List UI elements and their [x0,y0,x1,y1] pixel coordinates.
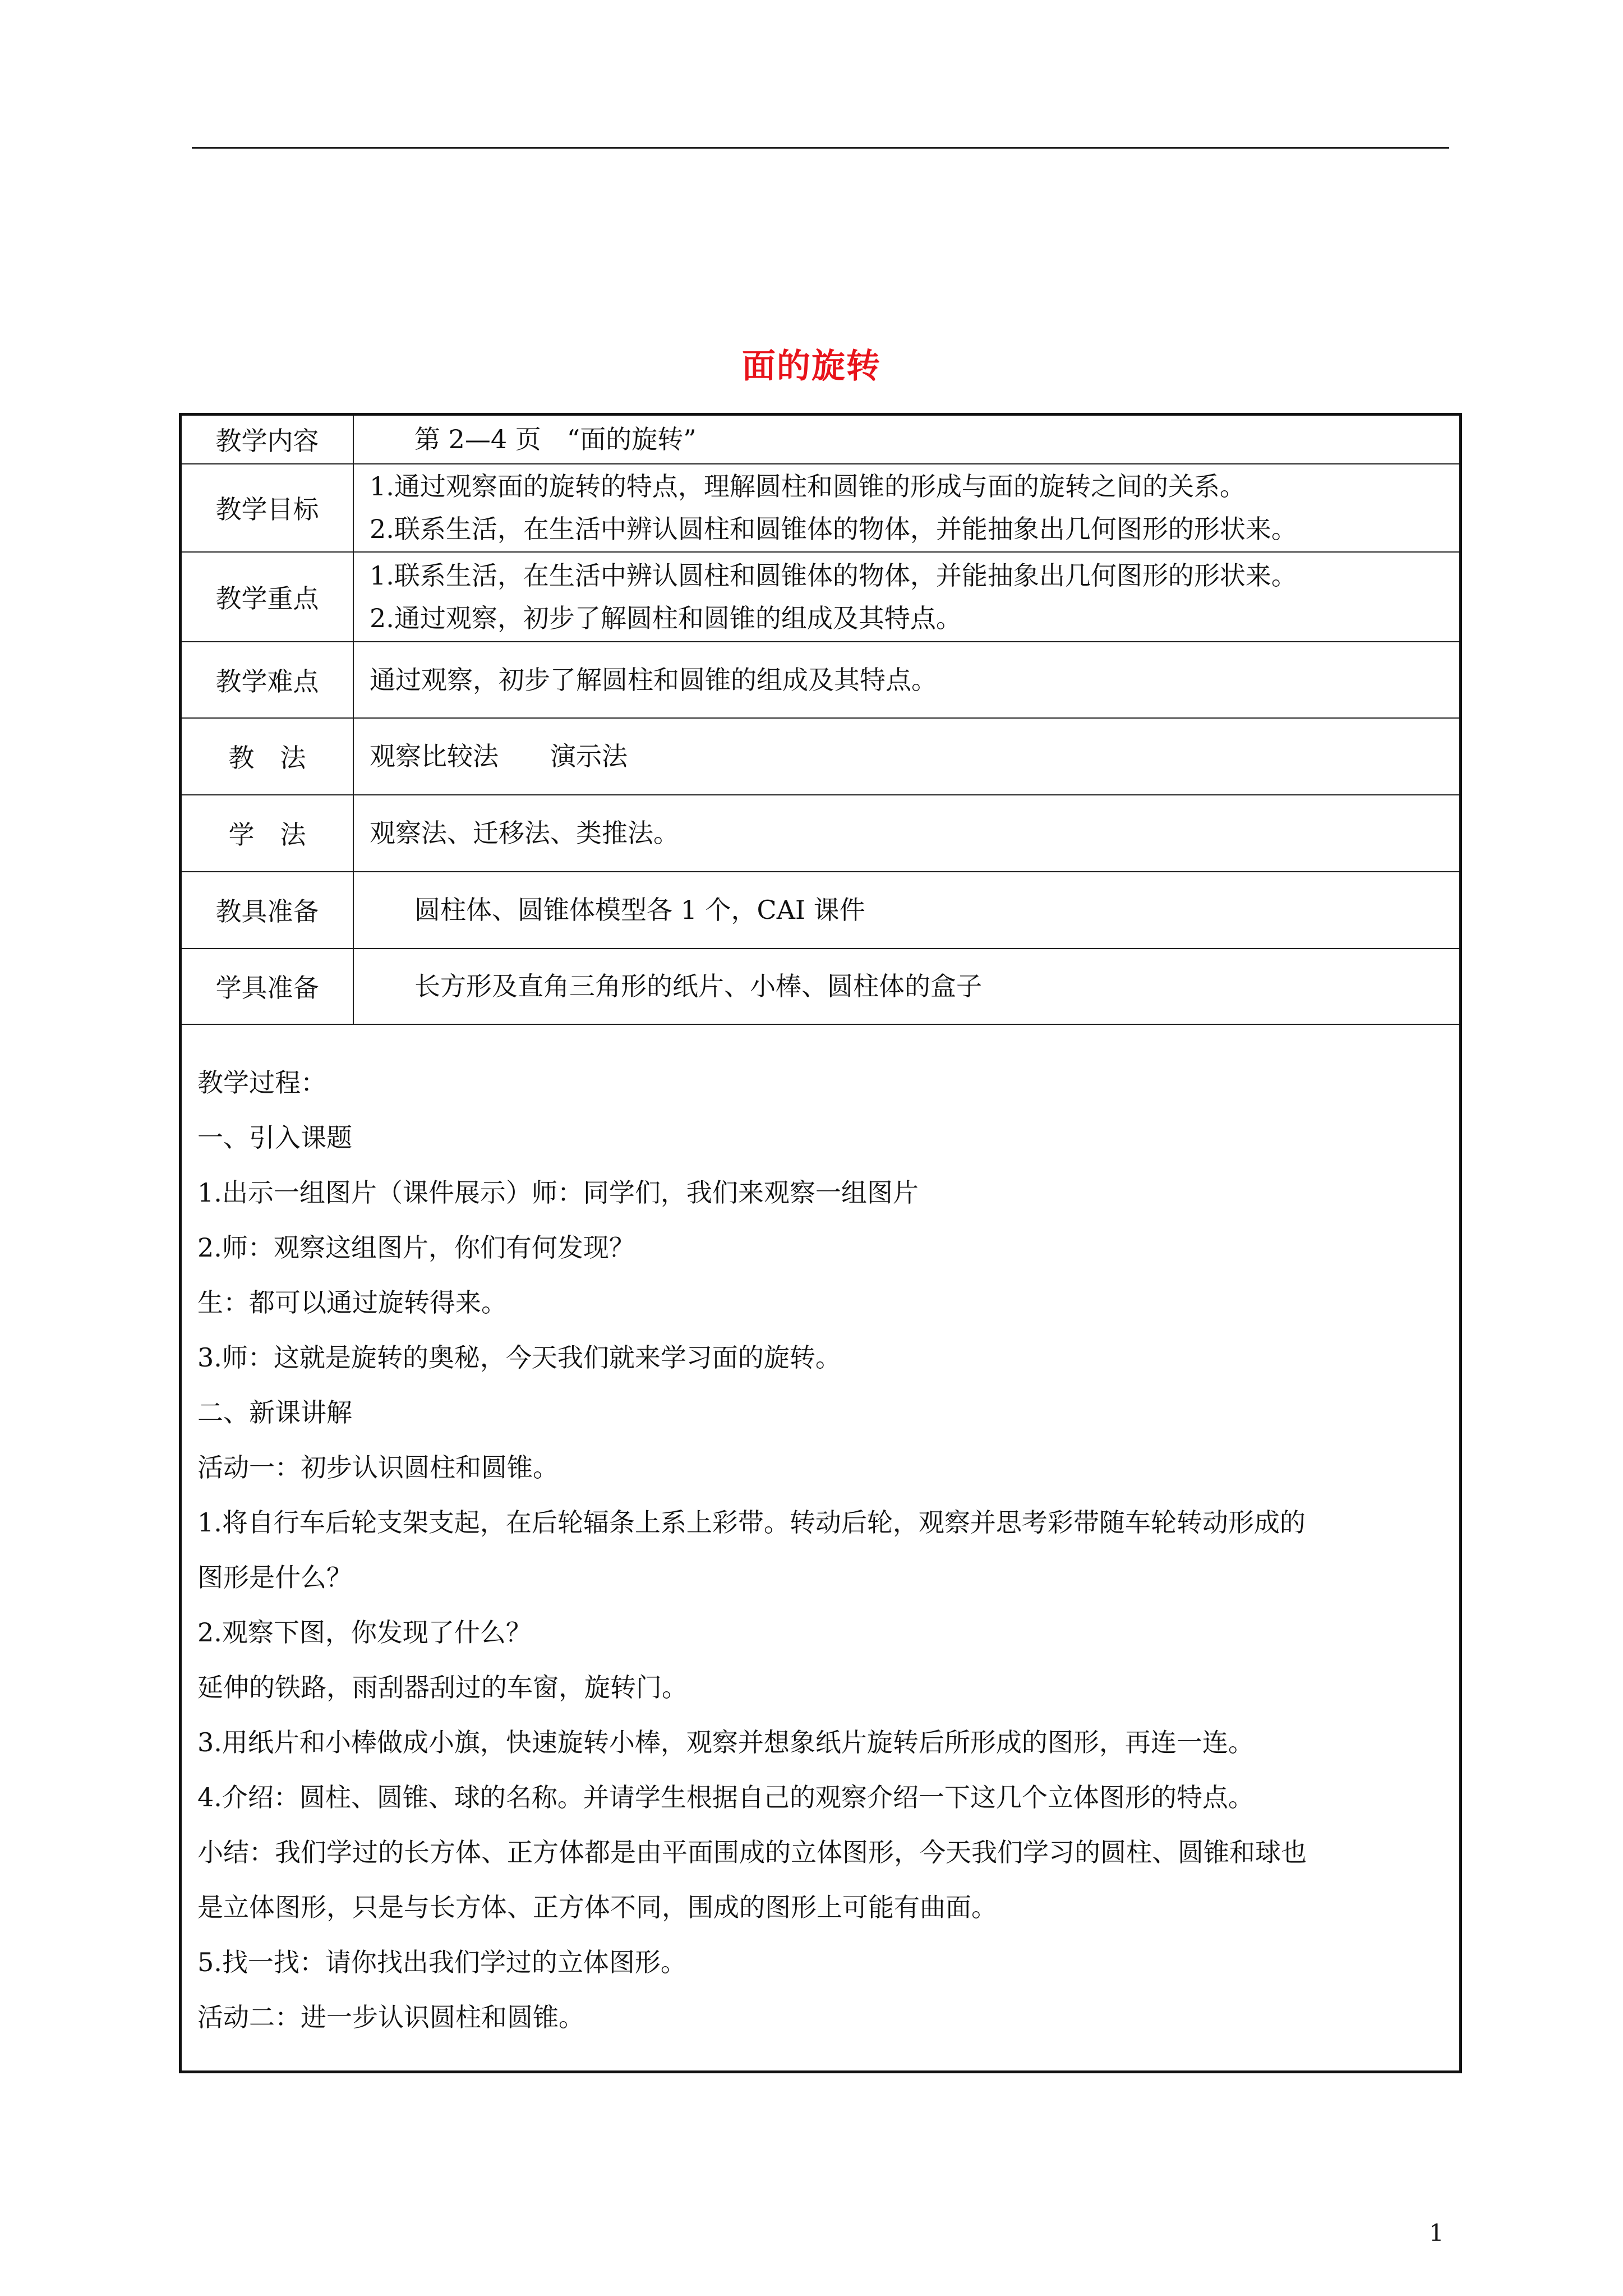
row-label: 教学内容 [181,415,354,464]
process-line: 1.将自行车后轮支架支起，在后轮辐条上系上彩带。转动后轮，观察并思考彩带随车轮转动形成的 [197,1507,1306,1538]
process-line: 一、引入课题 [197,1122,352,1153]
row-label: 教学难点 [181,642,354,718]
row-label: 教具准备 [181,872,354,949]
row-value: 第 2—4 页 “面的旋转” [353,415,1461,464]
process-line: 生：都可以通过旋转得来。 [197,1287,507,1318]
table-row [181,552,1461,642]
process-line: 3.师：这就是旋转的奥秘，今天我们就来学习面的旋转。 [197,1342,841,1373]
row-value: 1.通过观察面的旋转的特点，理解圆柱和圆锥的形成与面的旋转之间的关系。 2.联系生活，在生活中辨认圆柱和圆锥体的物体，并能抽象出几何图形的形状来。 [353,464,1461,552]
process-line: 1.出示一组图片（课件展示）师：同学们，我们来观察一组图片 [197,1177,919,1208]
process-line: 活动一：初步认识圆柱和圆锥。 [197,1452,559,1483]
table-row [181,642,1461,718]
process-line: 4.介绍：圆柱、圆锥、球的名称。并请学生根据自己的观察介绍一下这几个立体图形的特点。 [197,1782,1254,1812]
process-line: 二、新课讲解 [197,1397,352,1428]
process-line: 2.观察下图，你发现了什么？ [197,1617,532,1648]
row-value: 观察法、迁移法、类推法。 [353,795,1461,872]
process-line: 3.用纸片和小棒做成小旗，快速旋转小棒，观察并想象纸片旋转后所形成的图形，再连一连。 [197,1727,1254,1757]
row-value: 圆柱体、圆锥体模型各 1 个，CAI 课件 [353,872,1461,949]
table-row [181,718,1461,795]
row-value: 长方形及直角三角形的纸片、小棒、圆柱体的盒子 [353,949,1461,1024]
process-line: 延伸的铁路，雨刮器刮过的车窗，旋转门。 [197,1672,688,1703]
row-label: 学 法 [181,795,354,872]
lesson-plan-table [179,413,1462,2073]
process-line: 活动二：进一步认识圆柱和圆锥。 [197,2001,584,2032]
row-value: 1.联系生活，在生活中辨认圆柱和圆锥体的物体，并能抽象出几何图形的形状来。 2.通过观察，初步了解圆柱和圆锥的组成及其特点。 [353,552,1461,642]
teaching-process-row [181,1024,1461,2072]
teaching-process-content [181,1024,1461,2072]
row-label: 教学目标 [181,464,354,552]
row-label: 教 法 [181,718,354,795]
table-row [181,795,1461,872]
process-line: 是立体图形，只是与长方体、正方体不同，围成的图形上可能有曲面。 [197,1892,997,1922]
process-line: 5.找一找：请你找出我们学过的立体图形。 [197,1947,686,1977]
row-label: 教学重点 [181,552,354,642]
row-label: 学具准备 [181,949,354,1024]
document-title: 面的旋转 [742,347,881,386]
table-row [181,415,1461,464]
table-row [181,464,1461,552]
process-line: 教学过程： [197,1067,326,1098]
process-line: 2.师：观察这组图片，你们有何发现？ [197,1232,635,1263]
table-row [181,872,1461,949]
process-line: 小结：我们学过的长方体、正方体都是由平面围成的立体图形，今天我们学习的圆柱、圆锥和球也 [197,1837,1307,1867]
table-row [181,949,1461,1024]
page-number: 1 [1429,2219,1444,2247]
row-value: 观察比较法 演示法 [353,718,1461,795]
row-value: 通过观察，初步了解圆柱和圆锥的组成及其特点。 [353,642,1461,718]
process-line: 图形是什么？ [197,1562,352,1593]
header-rule [192,147,1449,149]
